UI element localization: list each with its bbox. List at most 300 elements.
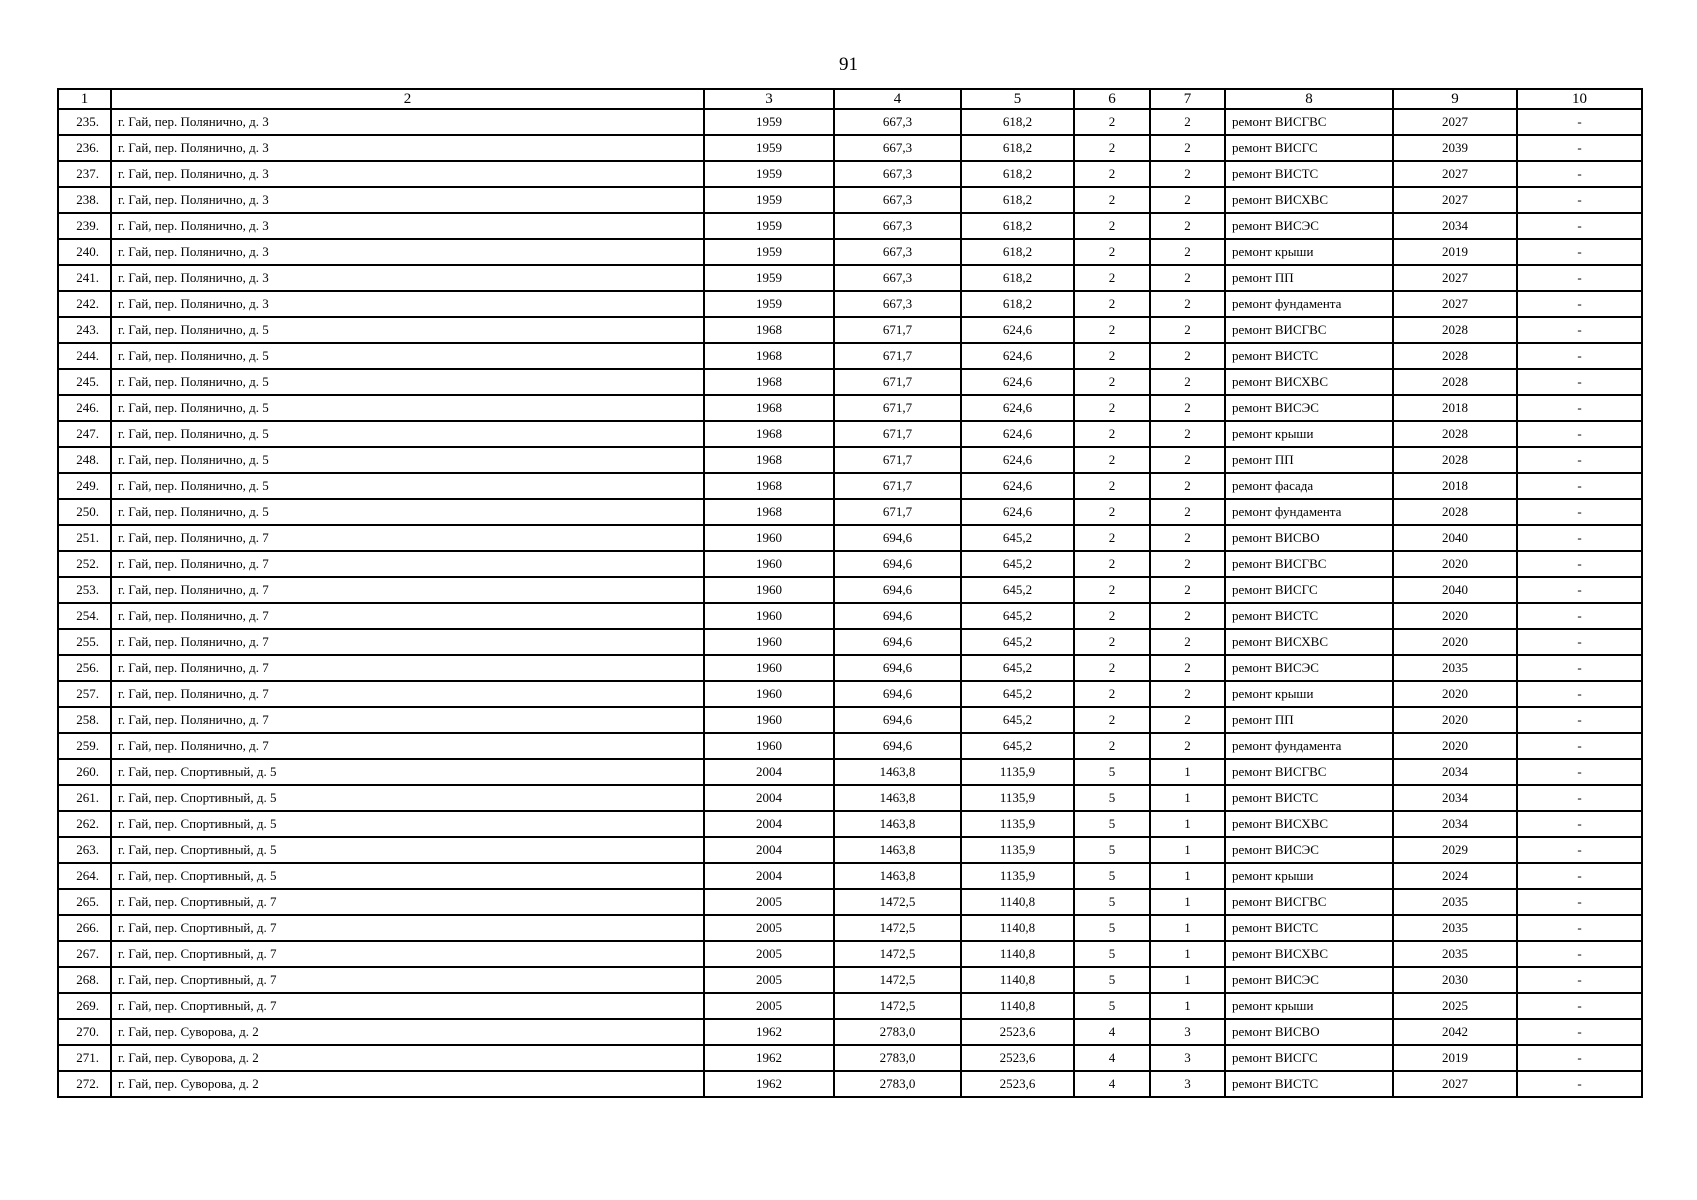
- note-cell: -: [1517, 421, 1642, 447]
- year-built-cell: 2005: [704, 967, 834, 993]
- floors-cell: 5: [1074, 967, 1150, 993]
- planned-year-cell: 2034: [1393, 213, 1517, 239]
- total-area-cell: 667,3: [834, 135, 961, 161]
- row-number-cell: 265.: [58, 889, 111, 915]
- planned-year-cell: 2020: [1393, 733, 1517, 759]
- table-row: [58, 785, 1642, 811]
- note-cell: -: [1517, 317, 1642, 343]
- planned-year-cell: 2034: [1393, 759, 1517, 785]
- table-row: [58, 915, 1642, 941]
- year-built-cell: 1962: [704, 1071, 834, 1097]
- note-cell: -: [1517, 213, 1642, 239]
- table-row: [58, 395, 1642, 421]
- year-built-cell: 1959: [704, 239, 834, 265]
- note-cell: -: [1517, 733, 1642, 759]
- address-cell: г. Гай, пер. Полянично, д. 5: [111, 395, 704, 421]
- repair-type-cell: ремонт ВИСТС: [1225, 343, 1393, 369]
- planned-year-cell: 2020: [1393, 629, 1517, 655]
- total-area-cell: 1472,5: [834, 941, 961, 967]
- planned-year-cell: 2035: [1393, 915, 1517, 941]
- row-number-cell: 240.: [58, 239, 111, 265]
- total-area-cell: 2783,0: [834, 1019, 961, 1045]
- repair-type-cell: ремонт ВИСВО: [1225, 1019, 1393, 1045]
- entrances-cell: 3: [1150, 1019, 1225, 1045]
- row-number-cell: 249.: [58, 473, 111, 499]
- address-cell: г. Гай, пер. Полянично, д. 3: [111, 187, 704, 213]
- floors-cell: 2: [1074, 499, 1150, 525]
- repair-type-cell: ремонт ВИСХВС: [1225, 941, 1393, 967]
- floors-cell: 5: [1074, 941, 1150, 967]
- address-cell: г. Гай, пер. Спортивный, д. 7: [111, 967, 704, 993]
- planned-year-cell: 2028: [1393, 421, 1517, 447]
- entrances-cell: 2: [1150, 317, 1225, 343]
- planned-year-cell: 2024: [1393, 863, 1517, 889]
- note-cell: -: [1517, 941, 1642, 967]
- address-cell: г. Гай, пер. Спортивный, д. 7: [111, 915, 704, 941]
- address-cell: г. Гай, пер. Спортивный, д. 5: [111, 759, 704, 785]
- table-row: [58, 967, 1642, 993]
- planned-year-cell: 2027: [1393, 265, 1517, 291]
- row-number-cell: 245.: [58, 369, 111, 395]
- planned-year-cell: 2020: [1393, 551, 1517, 577]
- entrances-cell: 2: [1150, 135, 1225, 161]
- year-built-cell: 1960: [704, 603, 834, 629]
- year-built-cell: 1962: [704, 1045, 834, 1071]
- table-row: [58, 525, 1642, 551]
- table-row: [58, 551, 1642, 577]
- year-built-cell: 1959: [704, 161, 834, 187]
- living-area-cell: 624,6: [961, 343, 1074, 369]
- living-area-cell: 618,2: [961, 161, 1074, 187]
- row-number-cell: 235.: [58, 109, 111, 135]
- total-area-cell: 1472,5: [834, 967, 961, 993]
- note-cell: -: [1517, 343, 1642, 369]
- entrances-cell: 2: [1150, 265, 1225, 291]
- floors-cell: 2: [1074, 291, 1150, 317]
- row-number-cell: 236.: [58, 135, 111, 161]
- year-built-cell: 2005: [704, 915, 834, 941]
- planned-year-cell: 2034: [1393, 811, 1517, 837]
- year-built-cell: 1968: [704, 369, 834, 395]
- floors-cell: 2: [1074, 421, 1150, 447]
- repair-type-cell: ремонт ПП: [1225, 265, 1393, 291]
- year-built-cell: 1959: [704, 187, 834, 213]
- entrances-cell: 2: [1150, 707, 1225, 733]
- year-built-cell: 1968: [704, 395, 834, 421]
- year-built-cell: 2004: [704, 811, 834, 837]
- planned-year-cell: 2040: [1393, 577, 1517, 603]
- living-area-cell: 2523,6: [961, 1019, 1074, 1045]
- total-area-cell: 671,7: [834, 421, 961, 447]
- year-built-cell: 1960: [704, 577, 834, 603]
- note-cell: -: [1517, 369, 1642, 395]
- repair-type-cell: ремонт ВИСТС: [1225, 915, 1393, 941]
- repair-type-cell: ремонт ВИСГВС: [1225, 109, 1393, 135]
- planned-year-cell: 2027: [1393, 109, 1517, 135]
- repair-type-cell: ремонт крыши: [1225, 681, 1393, 707]
- row-number-cell: 253.: [58, 577, 111, 603]
- note-cell: -: [1517, 291, 1642, 317]
- year-built-cell: 2004: [704, 759, 834, 785]
- address-cell: г. Гай, пер. Полянично, д. 3: [111, 135, 704, 161]
- repair-type-cell: ремонт ПП: [1225, 447, 1393, 473]
- repair-type-cell: ремонт ВИСТС: [1225, 161, 1393, 187]
- table-row: [58, 499, 1642, 525]
- living-area-cell: 1140,8: [961, 993, 1074, 1019]
- total-area-cell: 667,3: [834, 239, 961, 265]
- entrances-cell: 2: [1150, 343, 1225, 369]
- entrances-cell: 2: [1150, 525, 1225, 551]
- table-row: [58, 1045, 1642, 1071]
- column-header-6: 6: [1074, 89, 1150, 109]
- address-cell: г. Гай, пер. Полянично, д. 5: [111, 499, 704, 525]
- year-built-cell: 1968: [704, 421, 834, 447]
- row-number-cell: 267.: [58, 941, 111, 967]
- total-area-cell: 1463,8: [834, 863, 961, 889]
- address-cell: г. Гай, пер. Полянично, д. 7: [111, 577, 704, 603]
- table-row: [58, 135, 1642, 161]
- address-cell: г. Гай, пер. Спортивный, д. 7: [111, 993, 704, 1019]
- repair-type-cell: ремонт ВИСГВС: [1225, 759, 1393, 785]
- column-header-2: 2: [111, 89, 704, 109]
- note-cell: -: [1517, 629, 1642, 655]
- living-area-cell: 1135,9: [961, 759, 1074, 785]
- row-number-cell: 257.: [58, 681, 111, 707]
- floors-cell: 2: [1074, 733, 1150, 759]
- living-area-cell: 645,2: [961, 681, 1074, 707]
- table-row: [58, 759, 1642, 785]
- floors-cell: 2: [1074, 369, 1150, 395]
- address-cell: г. Гай, пер. Суворова, д. 2: [111, 1019, 704, 1045]
- address-cell: г. Гай, пер. Полянично, д. 5: [111, 343, 704, 369]
- planned-year-cell: 2039: [1393, 135, 1517, 161]
- floors-cell: 5: [1074, 993, 1150, 1019]
- repair-type-cell: ремонт фундамента: [1225, 733, 1393, 759]
- row-number-cell: 256.: [58, 655, 111, 681]
- year-built-cell: 1968: [704, 317, 834, 343]
- note-cell: -: [1517, 187, 1642, 213]
- entrances-cell: 2: [1150, 473, 1225, 499]
- total-area-cell: 667,3: [834, 109, 961, 135]
- planned-year-cell: 2029: [1393, 837, 1517, 863]
- floors-cell: 2: [1074, 239, 1150, 265]
- year-built-cell: 1960: [704, 655, 834, 681]
- note-cell: -: [1517, 499, 1642, 525]
- total-area-cell: 2783,0: [834, 1045, 961, 1071]
- repair-type-cell: ремонт ВИСХВС: [1225, 811, 1393, 837]
- living-area-cell: 1140,8: [961, 915, 1074, 941]
- row-number-cell: 246.: [58, 395, 111, 421]
- row-number-cell: 241.: [58, 265, 111, 291]
- floors-cell: 5: [1074, 837, 1150, 863]
- planned-year-cell: 2028: [1393, 369, 1517, 395]
- row-number-cell: 239.: [58, 213, 111, 239]
- entrances-cell: 1: [1150, 941, 1225, 967]
- entrances-cell: 2: [1150, 681, 1225, 707]
- planned-year-cell: 2027: [1393, 187, 1517, 213]
- living-area-cell: 624,6: [961, 499, 1074, 525]
- address-cell: г. Гай, пер. Спортивный, д. 5: [111, 837, 704, 863]
- table-row: [58, 1019, 1642, 1045]
- floors-cell: 2: [1074, 603, 1150, 629]
- total-area-cell: 671,7: [834, 343, 961, 369]
- entrances-cell: 2: [1150, 733, 1225, 759]
- year-built-cell: 2004: [704, 863, 834, 889]
- living-area-cell: 618,2: [961, 135, 1074, 161]
- floors-cell: 2: [1074, 213, 1150, 239]
- planned-year-cell: 2035: [1393, 889, 1517, 915]
- living-area-cell: 1135,9: [961, 837, 1074, 863]
- address-cell: г. Гай, пер. Полянично, д. 3: [111, 291, 704, 317]
- note-cell: -: [1517, 655, 1642, 681]
- entrances-cell: 2: [1150, 187, 1225, 213]
- table-row: [58, 577, 1642, 603]
- floors-cell: 5: [1074, 785, 1150, 811]
- repair-type-cell: ремонт крыши: [1225, 863, 1393, 889]
- note-cell: -: [1517, 811, 1642, 837]
- row-number-cell: 261.: [58, 785, 111, 811]
- address-cell: г. Гай, пер. Полянично, д. 5: [111, 421, 704, 447]
- living-area-cell: 618,2: [961, 187, 1074, 213]
- floors-cell: 2: [1074, 473, 1150, 499]
- row-number-cell: 237.: [58, 161, 111, 187]
- repair-type-cell: ремонт ВИСЭС: [1225, 967, 1393, 993]
- year-built-cell: 1960: [704, 681, 834, 707]
- total-area-cell: 667,3: [834, 213, 961, 239]
- year-built-cell: 2004: [704, 837, 834, 863]
- living-area-cell: 624,6: [961, 317, 1074, 343]
- entrances-cell: 3: [1150, 1071, 1225, 1097]
- total-area-cell: 667,3: [834, 187, 961, 213]
- table-row: [58, 421, 1642, 447]
- entrances-cell: 2: [1150, 109, 1225, 135]
- repair-type-cell: ремонт ВИСЭС: [1225, 837, 1393, 863]
- year-built-cell: 1960: [704, 629, 834, 655]
- row-number-cell: 242.: [58, 291, 111, 317]
- living-area-cell: 624,6: [961, 421, 1074, 447]
- row-number-cell: 271.: [58, 1045, 111, 1071]
- repair-type-cell: ремонт ВИСЭС: [1225, 395, 1393, 421]
- planned-year-cell: 2028: [1393, 343, 1517, 369]
- planned-year-cell: 2035: [1393, 655, 1517, 681]
- floors-cell: 2: [1074, 681, 1150, 707]
- address-cell: г. Гай, пер. Полянично, д. 7: [111, 551, 704, 577]
- living-area-cell: 618,2: [961, 239, 1074, 265]
- floors-cell: 2: [1074, 707, 1150, 733]
- floors-cell: 5: [1074, 863, 1150, 889]
- table-row: [58, 109, 1642, 135]
- total-area-cell: 694,6: [834, 603, 961, 629]
- entrances-cell: 1: [1150, 759, 1225, 785]
- note-cell: -: [1517, 915, 1642, 941]
- address-cell: г. Гай, пер. Полянично, д. 7: [111, 707, 704, 733]
- row-number-cell: 266.: [58, 915, 111, 941]
- note-cell: -: [1517, 681, 1642, 707]
- table-row: [58, 889, 1642, 915]
- living-area-cell: 645,2: [961, 603, 1074, 629]
- year-built-cell: 1960: [704, 551, 834, 577]
- entrances-cell: 1: [1150, 811, 1225, 837]
- floors-cell: 4: [1074, 1045, 1150, 1071]
- floors-cell: 5: [1074, 811, 1150, 837]
- living-area-cell: 645,2: [961, 629, 1074, 655]
- note-cell: -: [1517, 265, 1642, 291]
- row-number-cell: 270.: [58, 1019, 111, 1045]
- year-built-cell: 1959: [704, 213, 834, 239]
- year-built-cell: 1960: [704, 525, 834, 551]
- note-cell: -: [1517, 161, 1642, 187]
- floors-cell: 2: [1074, 317, 1150, 343]
- entrances-cell: 1: [1150, 993, 1225, 1019]
- total-area-cell: 694,6: [834, 655, 961, 681]
- floors-cell: 2: [1074, 395, 1150, 421]
- planned-year-cell: 2028: [1393, 447, 1517, 473]
- address-cell: г. Гай, пер. Полянично, д. 3: [111, 109, 704, 135]
- planned-year-cell: 2020: [1393, 707, 1517, 733]
- year-built-cell: 2005: [704, 993, 834, 1019]
- planned-year-cell: 2027: [1393, 291, 1517, 317]
- note-cell: -: [1517, 525, 1642, 551]
- table-row: [58, 993, 1642, 1019]
- repair-type-cell: ремонт ВИСХВС: [1225, 629, 1393, 655]
- entrances-cell: 3: [1150, 1045, 1225, 1071]
- address-cell: г. Гай, пер. Полянично, д. 7: [111, 629, 704, 655]
- page-number: 91: [839, 54, 858, 75]
- living-area-cell: 1140,8: [961, 889, 1074, 915]
- total-area-cell: 1472,5: [834, 889, 961, 915]
- total-area-cell: 694,6: [834, 707, 961, 733]
- note-cell: -: [1517, 1045, 1642, 1071]
- living-area-cell: 645,2: [961, 733, 1074, 759]
- year-built-cell: 1959: [704, 265, 834, 291]
- year-built-cell: 1959: [704, 291, 834, 317]
- living-area-cell: 1135,9: [961, 863, 1074, 889]
- year-built-cell: 2004: [704, 785, 834, 811]
- year-built-cell: 1959: [704, 135, 834, 161]
- address-cell: г. Гай, пер. Полянично, д. 3: [111, 265, 704, 291]
- address-cell: г. Гай, пер. Полянично, д. 3: [111, 161, 704, 187]
- entrances-cell: 2: [1150, 213, 1225, 239]
- floors-cell: 5: [1074, 889, 1150, 915]
- repair-type-cell: ремонт крыши: [1225, 993, 1393, 1019]
- living-area-cell: 2523,6: [961, 1071, 1074, 1097]
- repair-type-cell: ремонт ВИСХВС: [1225, 369, 1393, 395]
- entrances-cell: 1: [1150, 889, 1225, 915]
- table-row: [58, 161, 1642, 187]
- note-cell: -: [1517, 447, 1642, 473]
- repair-type-cell: ремонт ВИСТС: [1225, 603, 1393, 629]
- address-cell: г. Гай, пер. Суворова, д. 2: [111, 1045, 704, 1071]
- table-row: [58, 213, 1642, 239]
- total-area-cell: 694,6: [834, 681, 961, 707]
- entrances-cell: 2: [1150, 629, 1225, 655]
- floors-cell: 4: [1074, 1071, 1150, 1097]
- table-row: [58, 941, 1642, 967]
- entrances-cell: 2: [1150, 395, 1225, 421]
- address-cell: г. Гай, пер. Спортивный, д. 7: [111, 889, 704, 915]
- table-row: [58, 239, 1642, 265]
- entrances-cell: 1: [1150, 785, 1225, 811]
- row-number-cell: 243.: [58, 317, 111, 343]
- floors-cell: 5: [1074, 759, 1150, 785]
- row-number-cell: 269.: [58, 993, 111, 1019]
- repair-type-cell: ремонт ВИСГС: [1225, 135, 1393, 161]
- entrances-cell: 2: [1150, 447, 1225, 473]
- entrances-cell: 2: [1150, 551, 1225, 577]
- floors-cell: 2: [1074, 525, 1150, 551]
- repair-type-cell: ремонт ВИСГВС: [1225, 551, 1393, 577]
- address-cell: г. Гай, пер. Полянично, д. 3: [111, 239, 704, 265]
- note-cell: -: [1517, 577, 1642, 603]
- total-area-cell: 694,6: [834, 577, 961, 603]
- year-built-cell: 1968: [704, 447, 834, 473]
- total-area-cell: 671,7: [834, 499, 961, 525]
- entrances-cell: 2: [1150, 421, 1225, 447]
- planned-year-cell: 2019: [1393, 239, 1517, 265]
- planned-year-cell: 2018: [1393, 473, 1517, 499]
- column-header-9: 9: [1393, 89, 1517, 109]
- year-built-cell: 1968: [704, 343, 834, 369]
- total-area-cell: 671,7: [834, 369, 961, 395]
- planned-year-cell: 2020: [1393, 603, 1517, 629]
- floors-cell: 2: [1074, 109, 1150, 135]
- repair-schedule-table: [57, 88, 1643, 1098]
- total-area-cell: 694,6: [834, 525, 961, 551]
- note-cell: -: [1517, 707, 1642, 733]
- table-row: [58, 369, 1642, 395]
- total-area-cell: 671,7: [834, 317, 961, 343]
- year-built-cell: 1960: [704, 707, 834, 733]
- living-area-cell: 618,2: [961, 265, 1074, 291]
- note-cell: -: [1517, 785, 1642, 811]
- address-cell: г. Гай, пер. Спортивный, д. 7: [111, 941, 704, 967]
- note-cell: -: [1517, 109, 1642, 135]
- floors-cell: 5: [1074, 915, 1150, 941]
- year-built-cell: 1968: [704, 499, 834, 525]
- row-number-cell: 247.: [58, 421, 111, 447]
- planned-year-cell: 2028: [1393, 499, 1517, 525]
- table-row: [58, 733, 1642, 759]
- floors-cell: 2: [1074, 655, 1150, 681]
- living-area-cell: 618,2: [961, 213, 1074, 239]
- total-area-cell: 2783,0: [834, 1071, 961, 1097]
- floors-cell: 2: [1074, 187, 1150, 213]
- planned-year-cell: 2042: [1393, 1019, 1517, 1045]
- total-area-cell: 667,3: [834, 265, 961, 291]
- year-built-cell: 1960: [704, 733, 834, 759]
- address-cell: г. Гай, пер. Полянично, д. 7: [111, 681, 704, 707]
- row-number-cell: 238.: [58, 187, 111, 213]
- row-number-cell: 263.: [58, 837, 111, 863]
- total-area-cell: 671,7: [834, 395, 961, 421]
- address-cell: г. Гай, пер. Спортивный, д. 5: [111, 863, 704, 889]
- note-cell: -: [1517, 863, 1642, 889]
- note-cell: -: [1517, 1019, 1642, 1045]
- table-row: [58, 837, 1642, 863]
- table-header-row: [58, 89, 1642, 109]
- row-number-cell: 252.: [58, 551, 111, 577]
- table-row: [58, 811, 1642, 837]
- floors-cell: 4: [1074, 1019, 1150, 1045]
- row-number-cell: 251.: [58, 525, 111, 551]
- row-number-cell: 250.: [58, 499, 111, 525]
- table-body: [58, 109, 1642, 1097]
- entrances-cell: 1: [1150, 967, 1225, 993]
- table-row: [58, 603, 1642, 629]
- address-cell: г. Гай, пер. Полянично, д. 5: [111, 369, 704, 395]
- repair-type-cell: ремонт фундамента: [1225, 499, 1393, 525]
- total-area-cell: 1463,8: [834, 785, 961, 811]
